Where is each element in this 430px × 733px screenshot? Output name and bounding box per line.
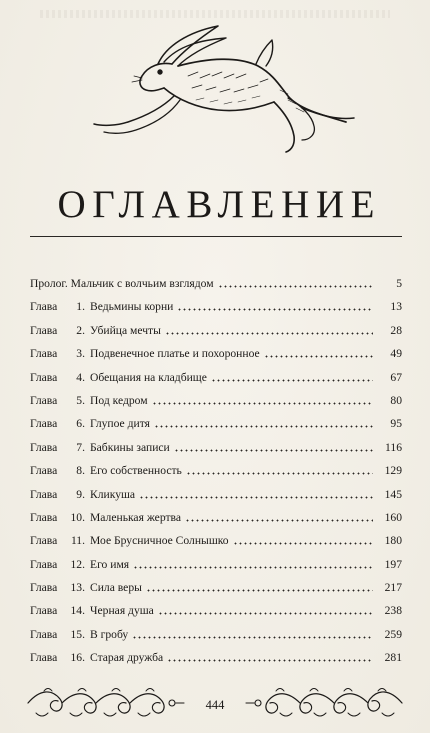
chapter-number: 16. bbox=[70, 651, 85, 665]
toc-entry bbox=[30, 394, 402, 417]
page-number-ref: 180 bbox=[384, 534, 402, 548]
toc-entry bbox=[30, 558, 402, 581]
chapter-title: Обещания на кладбище bbox=[90, 370, 207, 384]
page-footer bbox=[26, 683, 404, 723]
page-number-ref: 281 bbox=[384, 651, 402, 665]
dot-leader bbox=[174, 449, 373, 452]
toc-entry bbox=[30, 488, 402, 511]
page-number-ref: 13 bbox=[390, 300, 402, 314]
chapter-label: Глава bbox=[30, 581, 58, 595]
chapter-title: Черная душа bbox=[90, 604, 154, 618]
toc-entry bbox=[30, 371, 402, 394]
dot-leader bbox=[233, 542, 373, 545]
chapter-title: Бабкины записи bbox=[90, 440, 170, 454]
dot-leader bbox=[218, 285, 373, 288]
dot-leader bbox=[154, 425, 373, 428]
chapter-label: Глава bbox=[30, 487, 58, 501]
chapter-label: Глава bbox=[30, 300, 58, 314]
page-number-ref: 160 bbox=[384, 510, 402, 524]
page-number-ref: 5 bbox=[396, 277, 402, 290]
page-number-ref: 28 bbox=[390, 323, 402, 337]
chapter-title: Под кедром bbox=[90, 393, 148, 407]
toc-entry bbox=[30, 300, 402, 323]
toc-entry bbox=[30, 441, 402, 464]
chapter-label: Глава bbox=[30, 651, 58, 665]
chapter-title: Его собственность bbox=[90, 464, 182, 478]
chapter-number: 8. bbox=[76, 464, 85, 478]
page-number-ref: 129 bbox=[384, 464, 402, 478]
chapter-title: Мое Брусничное Солнышко bbox=[90, 534, 229, 548]
chapter-number: 4. bbox=[76, 370, 85, 384]
dot-leader bbox=[185, 519, 373, 522]
page-number: 444 bbox=[205, 698, 225, 712]
chapter-number: 13. bbox=[70, 581, 85, 595]
dot-leader bbox=[146, 589, 373, 592]
chapter-number: 2. bbox=[76, 323, 85, 337]
chapter-number: 1. bbox=[76, 300, 85, 314]
page-number-ref: 116 bbox=[385, 440, 402, 454]
chapter-label: Глава bbox=[30, 440, 58, 454]
chapter-label: Глава bbox=[30, 510, 58, 524]
dot-leader bbox=[165, 332, 373, 335]
toc-entry bbox=[30, 324, 402, 347]
dot-leader bbox=[158, 612, 373, 615]
toc-entry bbox=[30, 628, 402, 651]
table-of-contents bbox=[30, 277, 402, 675]
toc-entry bbox=[30, 417, 402, 440]
chapter-number: 12. bbox=[70, 557, 85, 571]
dot-leader bbox=[211, 379, 373, 382]
floral-ornament-right bbox=[244, 683, 404, 723]
toc-entry bbox=[30, 347, 402, 370]
dot-leader bbox=[177, 308, 373, 311]
chapter-title: Маленькая жертва bbox=[90, 510, 181, 524]
chapter-title: Кликуша bbox=[90, 487, 136, 501]
dot-leader bbox=[133, 566, 373, 569]
dot-leader bbox=[186, 472, 373, 475]
chapter-title: Сила веры bbox=[90, 581, 142, 595]
chapter-title: Его имя bbox=[90, 557, 130, 571]
toc-entry bbox=[30, 534, 402, 557]
page-number-ref: 197 bbox=[384, 557, 402, 571]
floral-ornament-left bbox=[26, 683, 186, 723]
page-number-ref: 259 bbox=[384, 627, 402, 641]
chapter-label: Глава bbox=[30, 370, 58, 384]
chapter-number: 15. bbox=[70, 627, 85, 641]
chapter-label: Глава bbox=[30, 534, 58, 548]
chapter-label: Глава bbox=[30, 464, 58, 478]
toc-entry bbox=[30, 464, 402, 487]
toc-entry bbox=[30, 511, 402, 534]
chapter-title: Убийца мечты bbox=[90, 323, 161, 337]
dot-leader bbox=[139, 496, 373, 499]
page-number-ref: 67 bbox=[390, 370, 402, 384]
dot-leader bbox=[167, 659, 373, 662]
page-number-ref: 238 bbox=[384, 604, 402, 618]
chapter-number: 9. bbox=[76, 487, 85, 501]
toc-entry bbox=[30, 277, 402, 300]
chapter-title: Глупое дитя bbox=[90, 417, 150, 431]
chapter-label: Глава bbox=[30, 393, 58, 407]
chapter-title: Подвенечное платье и похоронное bbox=[90, 347, 260, 361]
page-number-ref: 145 bbox=[384, 487, 402, 501]
chapter-number: 6. bbox=[76, 417, 85, 431]
page-number-ref: 217 bbox=[384, 581, 402, 595]
chapter-label: Глава bbox=[30, 557, 58, 571]
page-number-ref: 95 bbox=[390, 417, 402, 431]
chapter-label: Глава bbox=[30, 417, 58, 431]
chapter-number: 11. bbox=[70, 534, 85, 548]
chapter-title: Старая дружба bbox=[90, 651, 164, 665]
chapter-title: В гробу bbox=[90, 627, 129, 641]
toc-entry bbox=[30, 604, 402, 627]
toc-entry bbox=[30, 581, 402, 604]
page-number-ref: 49 bbox=[390, 347, 402, 361]
chapter-number: 10. bbox=[70, 510, 85, 524]
dot-leader bbox=[264, 355, 373, 358]
chapter-number: 14. bbox=[70, 604, 85, 618]
chapter-label: Глава bbox=[30, 627, 58, 641]
chapter-number: 3. bbox=[76, 347, 85, 361]
chapter-label: Глава bbox=[30, 347, 58, 361]
page-number-ref: 80 bbox=[390, 393, 402, 407]
page-title: ОГЛАВЛЕНИЕ bbox=[30, 180, 402, 237]
chapter-title: Пролог. Мальчик с волчьим взглядом bbox=[30, 277, 214, 290]
dot-leader bbox=[132, 636, 373, 639]
chapter-number: 5. bbox=[76, 393, 85, 407]
dot-leader bbox=[152, 402, 373, 405]
chapter-label: Глава bbox=[30, 604, 58, 618]
toc-entry bbox=[30, 651, 402, 674]
chapter-title: Ведьмины корни bbox=[90, 300, 174, 314]
chapter-label: Глава bbox=[30, 323, 58, 337]
chapter-number: 7. bbox=[76, 440, 85, 454]
hare-illustration bbox=[88, 16, 358, 154]
